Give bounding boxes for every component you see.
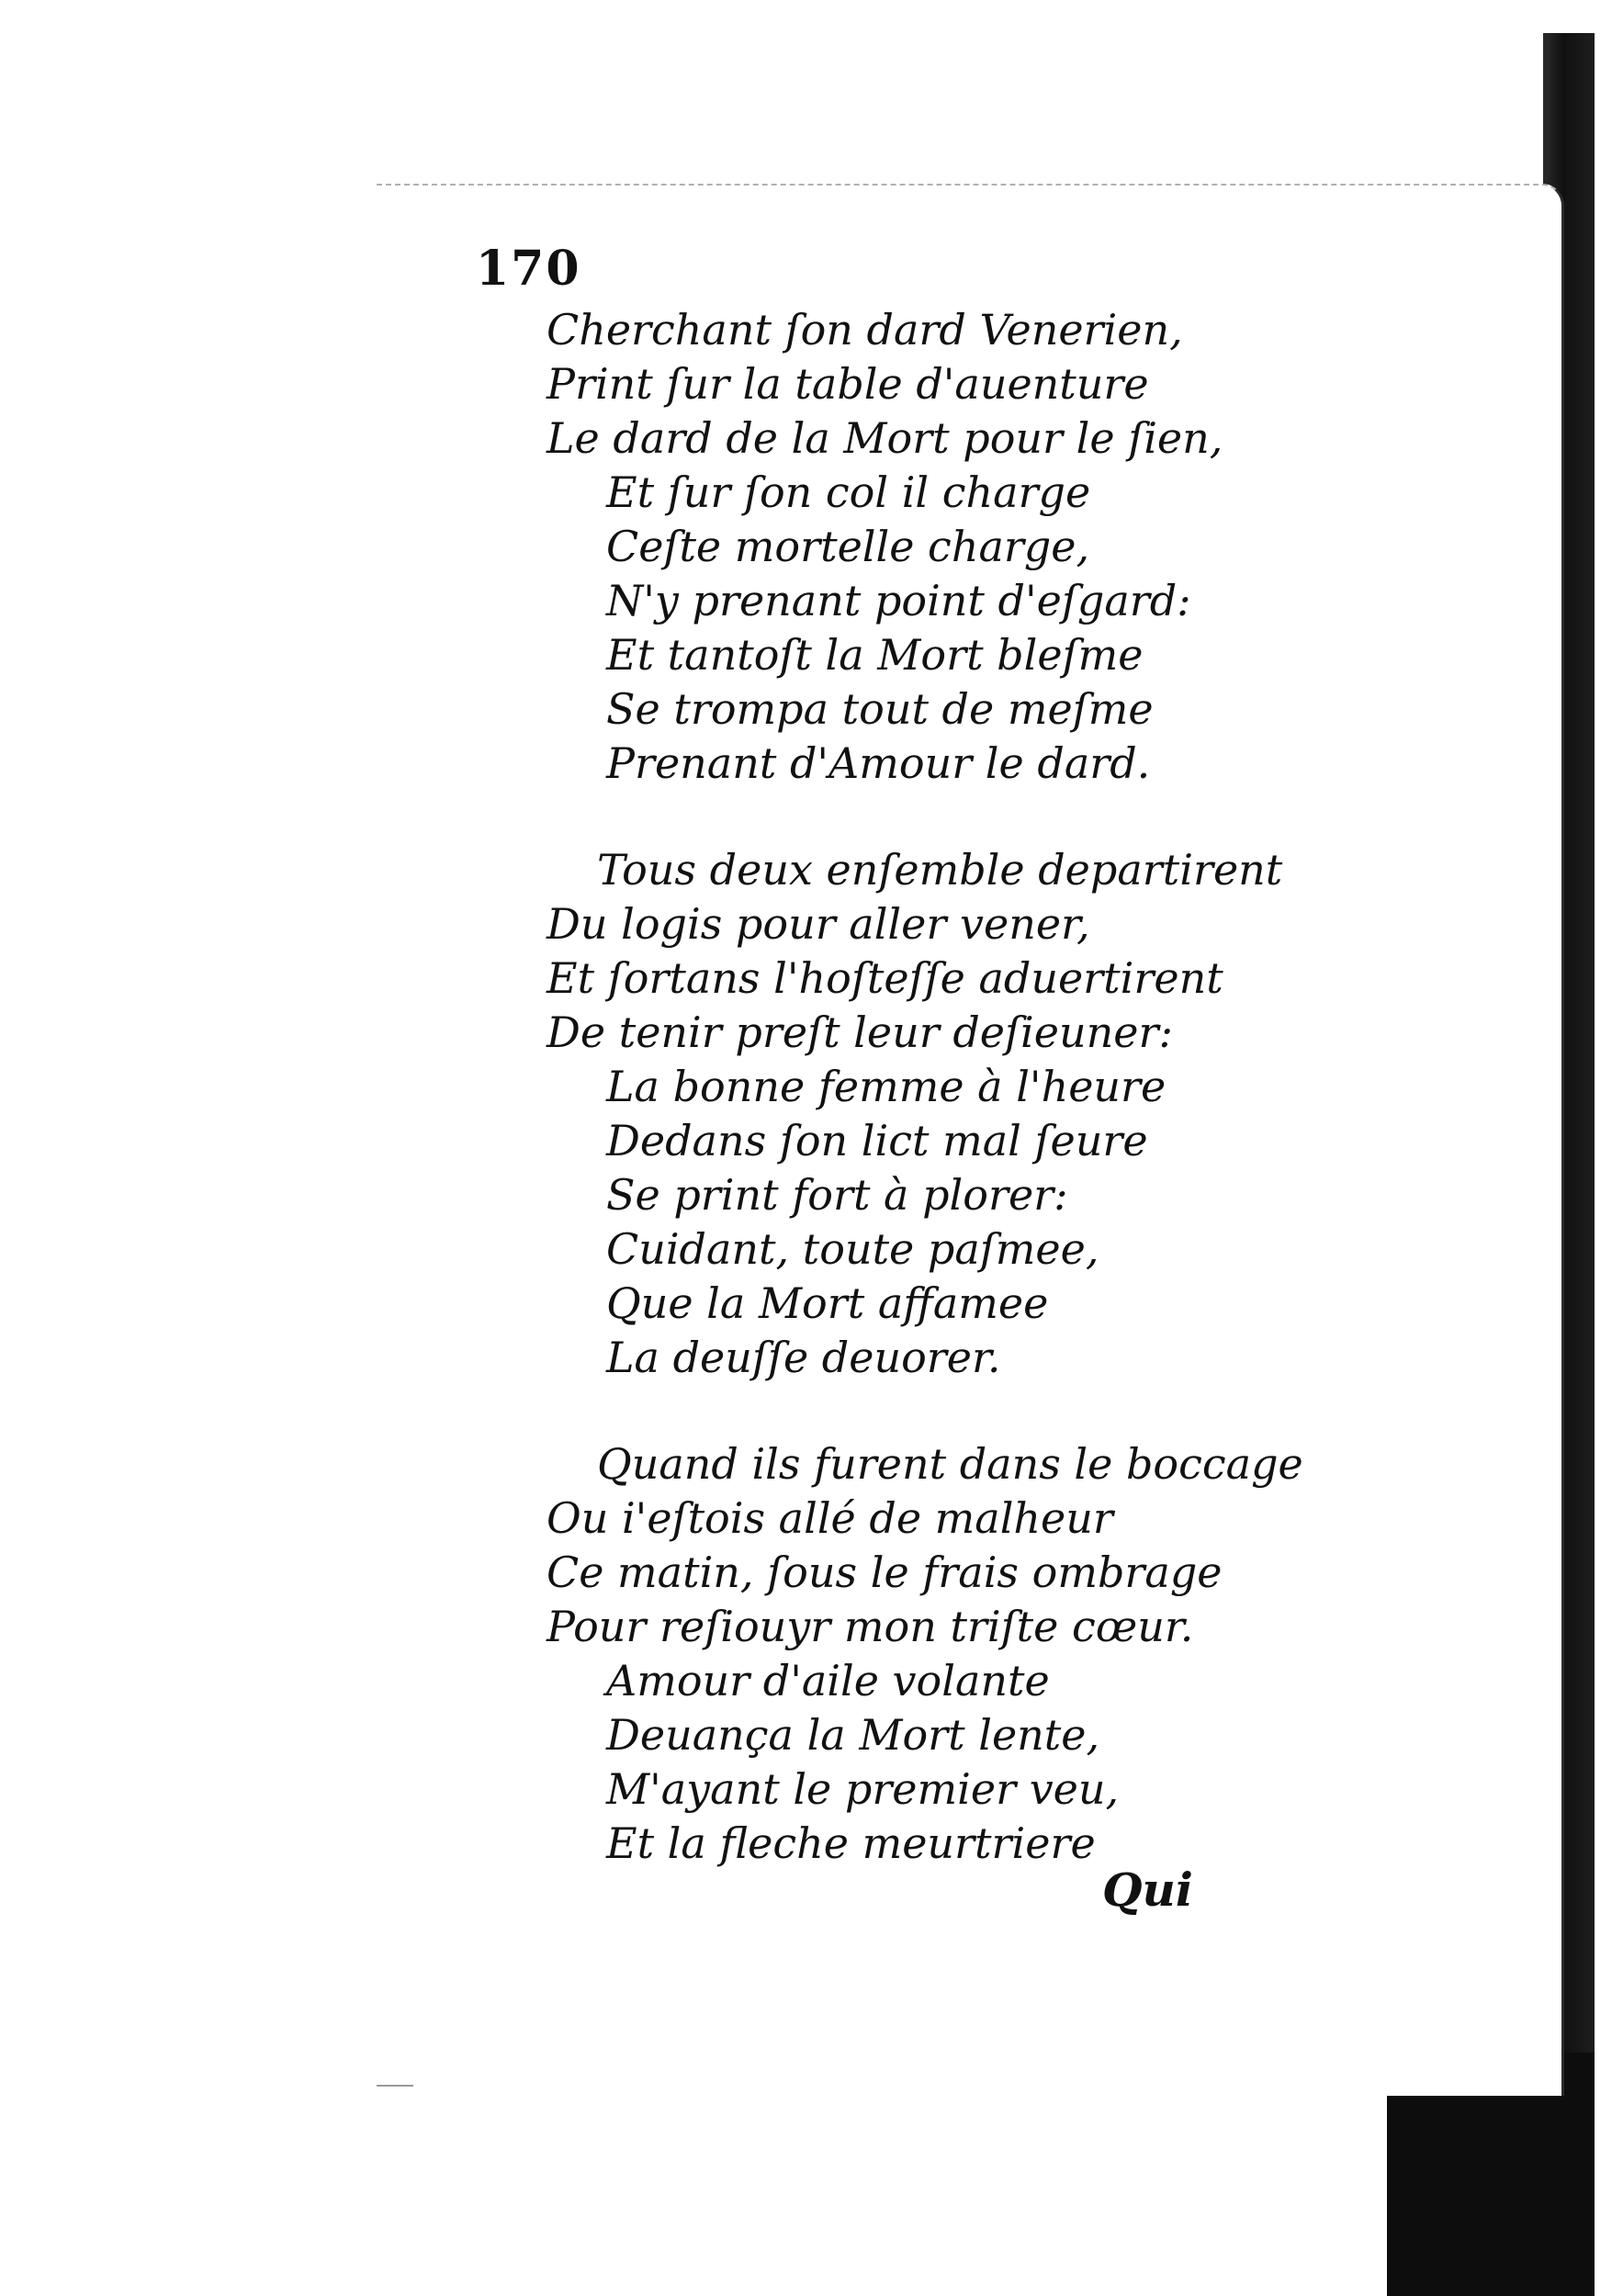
poem-text <box>547 303 1520 1871</box>
poem-line: Prenant d'Amour le dard. <box>606 738 1151 788</box>
poem-line: Se trompa tout de meſme <box>606 684 1154 734</box>
page-number: 170 <box>476 241 581 297</box>
stray-mark <box>377 2085 413 2087</box>
poem-line: Dedans ſon lict mal ſeure <box>606 1116 1148 1165</box>
poem-line: De tenir preſt leur deſieuner: <box>547 1007 1173 1057</box>
poem-line: Ceſte mortelle charge, <box>606 522 1090 571</box>
poem-line: Ou i'eſtois allé de malheur <box>547 1493 1113 1543</box>
poem-line: N'y prenant point d'eſgard: <box>606 576 1191 625</box>
poem-line: La bonne femme à l'heure <box>606 1062 1167 1111</box>
poem-line: Cuidant, toute paſmee, <box>606 1224 1099 1274</box>
poem-line: Quand ils furent dans le boccage <box>597 1439 1303 1489</box>
poem-line: Pour reſiouyr mon triſte cœur. <box>547 1602 1194 1651</box>
poem-line: Du logis pour aller vener, <box>547 899 1090 949</box>
stanza-gap <box>547 791 1520 843</box>
poem-line: Et ſur ſon col il charge <box>606 467 1091 517</box>
poem-line: Que la Mort affamee <box>606 1278 1049 1328</box>
poem-line: Ce matin, ſous le frais ombrage <box>547 1548 1223 1597</box>
poem-line: Amour d'aile volante <box>606 1656 1050 1705</box>
poem-line: La deuſſe deuorer. <box>606 1333 1001 1382</box>
poem-line: Tous deux enſemble departirent <box>597 845 1283 895</box>
stanza-gap <box>547 1385 1520 1437</box>
poem-line: Et ſortans l'hoſteſſe aduertirent <box>547 953 1223 1003</box>
poem-line: Et tantoſt la Mort bleſme <box>606 630 1144 680</box>
poem-line: Se print fort à plorer: <box>606 1170 1068 1220</box>
poem-line: Print ſur la table d'auenture <box>547 359 1149 409</box>
poem-line: Deuança la Mort lente, <box>606 1710 1100 1760</box>
poem-line: Et la fleche meurtriere <box>606 1818 1096 1868</box>
catchword: Qui <box>1102 1863 1193 1917</box>
poem-line: Le dard de la Mort pour le ſien, <box>547 413 1223 463</box>
poem-line: Cherchant ſon dard Venerien, <box>547 305 1183 355</box>
poem-line: M'ayant le premier veu, <box>606 1764 1120 1814</box>
